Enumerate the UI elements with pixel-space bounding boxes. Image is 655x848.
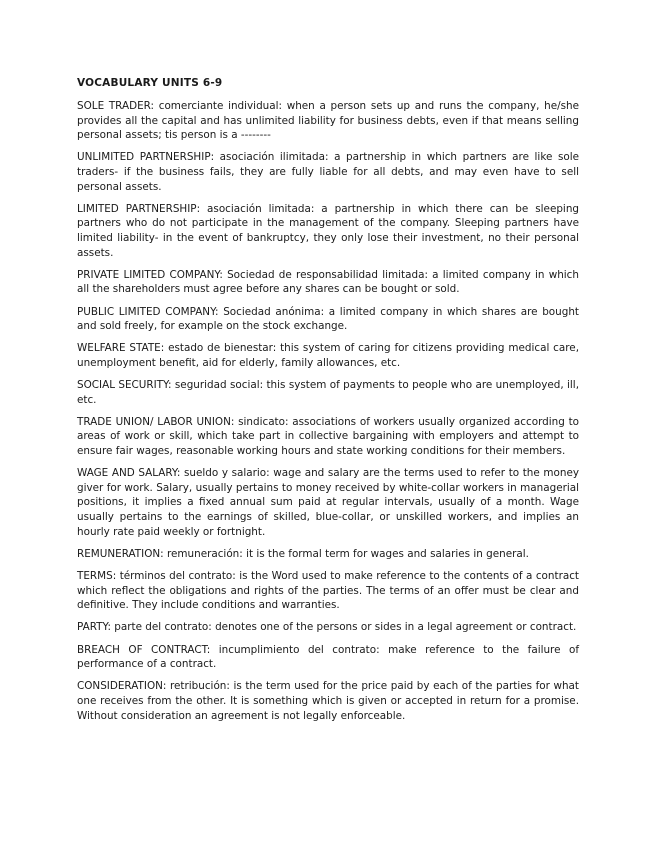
entry-term: PARTY: (77, 621, 111, 634)
entry-definition: estado de bienestar: this system of caring for citizens providing medical care, unemployment benefit, aid for elderly, family allowances, etc. (77, 342, 579, 369)
entry-welfare-state (77, 341, 579, 370)
entry-definition: remuneración: it is the formal term for wages and salaries in general. (163, 547, 529, 560)
entry-definition: parte del contrato: denotes one of the persons or sides in a legal agreement or contract. (111, 621, 577, 634)
entry-term: PUBLIC LIMITED COMPANY: (77, 305, 219, 318)
entry-definition: términos del contrato: is the Word used to make reference to the contents of a contract which reflect the obligations and rights of the parties. The terms of an offer must be clear and definitive. They include conditions and warranties. (77, 569, 579, 612)
entry-term: TRADE UNION/ LABOR UNION: (77, 415, 235, 428)
entry-definition: asociación ilimitada: a partnership in which partners are like sole traders- if the business fails, they are fully liable for all debts, and may even have to sell personal assets. (77, 151, 580, 193)
entry-term: REMUNERATION: (77, 547, 164, 560)
entry-definition: retribución: is the term used for the price paid by each of the parties for what one receives from the other. It is something which is given or accepted in return for a promise. Without consideration an agreement is not legally enforceable. (77, 680, 579, 722)
entry-term: WAGE AND SALARY: (77, 467, 181, 480)
entry-limited-partnership (77, 202, 579, 260)
entry-definition: seguridad social: this system of payments to people who are unemployed, ill, etc. (77, 379, 579, 406)
entry-breach-of-contract (77, 643, 579, 672)
entry-trade-union (77, 415, 579, 459)
entry-consideration (77, 679, 579, 723)
entry-sole-trader (77, 99, 579, 143)
document-page (77, 76, 579, 731)
entry-party (77, 620, 579, 635)
entry-term: TERMS: (77, 569, 117, 582)
entry-term: LIMITED PARTNERSHIP: (77, 202, 201, 215)
entry-term: SOLE TRADER: (77, 100, 155, 112)
entry-definition: sueldo y salario: wage and salary are the terms used to refer to the money giver for work. Salary, usually pertains to money received by white-collar workers in managerial positions, it implies a fixed annual sum paid at regular intervals, usually of a month. Wage usually pertains to the earnings of skilled, blue-collar, or unskilled workers, and implies an hourly rate paid weekly or fortnight. (77, 467, 579, 538)
entry-public-limited-company (77, 305, 579, 334)
entry-unlimited-partnership (77, 150, 579, 194)
entry-term: SOCIAL SECURITY: (77, 379, 172, 392)
entry-private-limited-company (77, 268, 579, 297)
entry-definition: Sociedad de responsabilidad limitada: a limited company in which all the shareholders must agree before any shares can be bought or sold. (77, 268, 579, 296)
entry-definition: incumplimiento del contrato: make reference to the failure of performance of a contract. (77, 643, 579, 671)
entry-terms (77, 569, 579, 613)
entry-definition: asociación limitada: a partnership in which there can be sleeping partners who do not participate in the management of the company. Sleeping partners have limited liability- in the event of bankruptcy, they only lose their investment, no their personal assets. (77, 202, 580, 259)
entry-definition: comerciante individual: when a person sets up and runs the company, he/she provides all the capital and has unlimited liability for business debts, even if that means selling personal assets; tis person is a -------- (77, 100, 579, 142)
entry-term: WELFARE STATE: (77, 342, 165, 355)
entry-term: BREACH OF CONTRACT: (77, 643, 211, 656)
entry-social-security (77, 378, 579, 407)
document-title: VOCABULARY UNITS 6-9 (77, 77, 223, 89)
entry-remuneration (77, 547, 579, 562)
entry-definition: Sociedad anónima: a limited company in which shares are bought and sold freely, for example on the stock exchange. (77, 305, 579, 333)
entry-wage-and-salary (77, 466, 579, 539)
entry-term: CONSIDERATION: (77, 680, 167, 693)
entry-term: UNLIMITED PARTNERSHIP: (77, 151, 215, 164)
entry-definition: sindicato: associations of workers usually organized according to areas of work or skill, which take part in collective bargaining with employers and attempt to ensure fair wages, reasonable working hours and state working conditions for their members. (77, 415, 580, 458)
entry-term: PRIVATE LIMITED COMPANY: (77, 268, 223, 281)
